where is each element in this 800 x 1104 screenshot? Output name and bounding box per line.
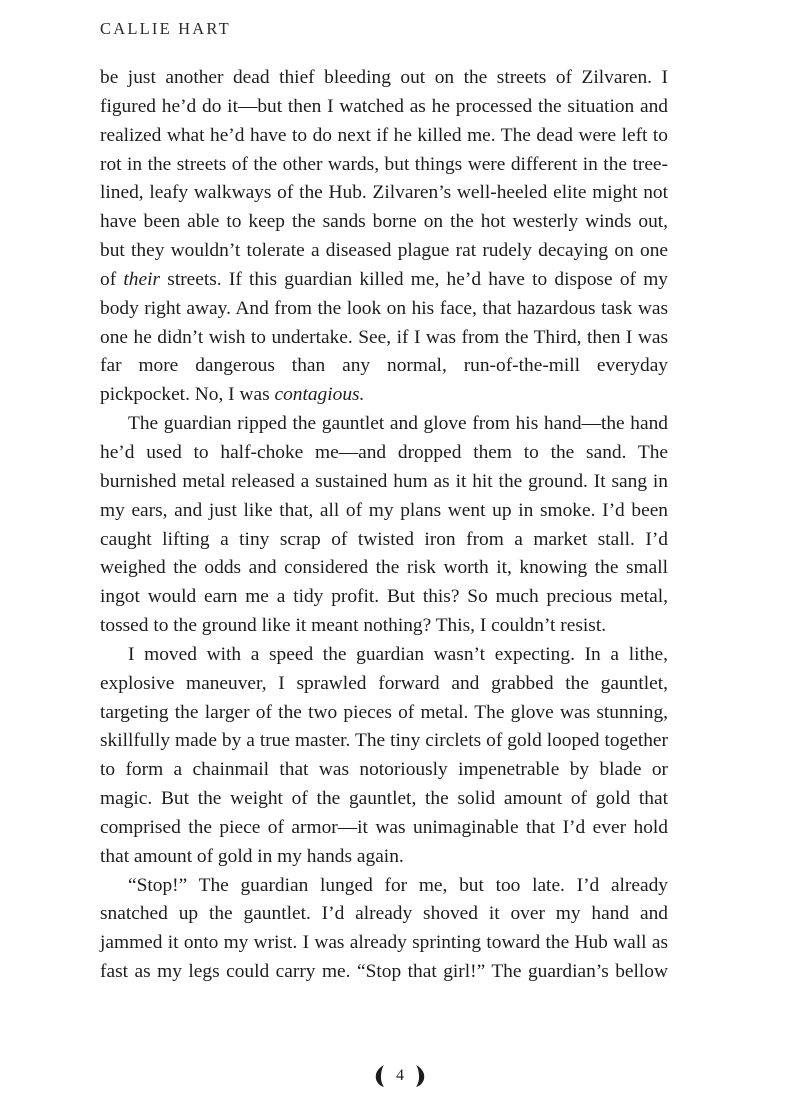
paragraph-4: “Stop!” The guardian lunged for me, but too late. I’d already snatched up the gauntlet. I’d already shoved it over my hand and jammed it onto my wrist. I was already sprinting toward the Hub wall as fast as my legs could carry me. “Stop that girl!” The guardian’s bellow bbox=[100, 874, 668, 983]
page-number: 4 bbox=[396, 1067, 404, 1084]
right-leaf-ornament-icon bbox=[414, 1064, 426, 1088]
page-folio bbox=[0, 1064, 800, 1088]
paragraph-1-text-b: streets. If this guardian killed me, he’d have to dispose of my body right away. And from the look on his face, that hazardous task was one he didn’t wish to undertake. See, if I was from the Third, then I was far more dangerous than any normal, run-of-the-mill everyday pickpocket. No, I was bbox=[100, 268, 668, 406]
running-head-author: CALLIE HART bbox=[100, 19, 231, 38]
paragraph-3: I moved with a speed the guardian wasn’t expecting. In a lithe, explosive maneuver, I sprawled forward and grabbed the gauntlet, targeting the larger of the two pieces of metal. The glove was stunning, skillfully made by a true master. The tiny circlets of gold looped together to form a chainmail that was notoriously impenetrable by blade or magic. But the weight of the gauntlet, the solid amount of gold that comprised the piece of armor—it was unimaginable that I’d ever hold that amount of gold in my hands again. bbox=[100, 643, 668, 867]
paragraph-1-emphasis-their: their bbox=[123, 268, 161, 290]
paragraph-1-text-a: be just another dead thief bleeding out on the streets of Zilvaren. I figured he’d do it—but then I watched as he processed the situation and realized what he’d have to do next if he killed me. The dead were left to rot in the streets of the other wards, but things were different in the tree-lined, leafy walkways of the Hub. Zilvaren’s well-heeled elite might not have been able to keep the sands borne on the hot westerly winds out, but they wouldn’t tolerate a diseased plague rat rudely decaying on one of bbox=[100, 67, 668, 290]
paragraph-2: The guardian ripped the gauntlet and glove from his hand—the hand he’d used to half-choke me—and dropped them to the sand. The burnished metal released a sustained hum as it hit the ground. It sang in my ears, and just like that, all of my plans went up in smoke. I’d been caught lifting a tiny scrap of twisted iron from a market stall. I’d weighed the odds and considered the risk worth it, knowing the small ingot would earn me a tidy profit. But this? So much precious metal, tossed to the ground like it meant nothing? This, I couldn’t resist. bbox=[100, 413, 668, 637]
page-body bbox=[100, 64, 668, 987]
paragraph-1 bbox=[100, 64, 668, 410]
left-leaf-ornament-icon bbox=[374, 1064, 386, 1088]
paragraph-1-emphasis-contagious: contagious. bbox=[274, 384, 365, 406]
